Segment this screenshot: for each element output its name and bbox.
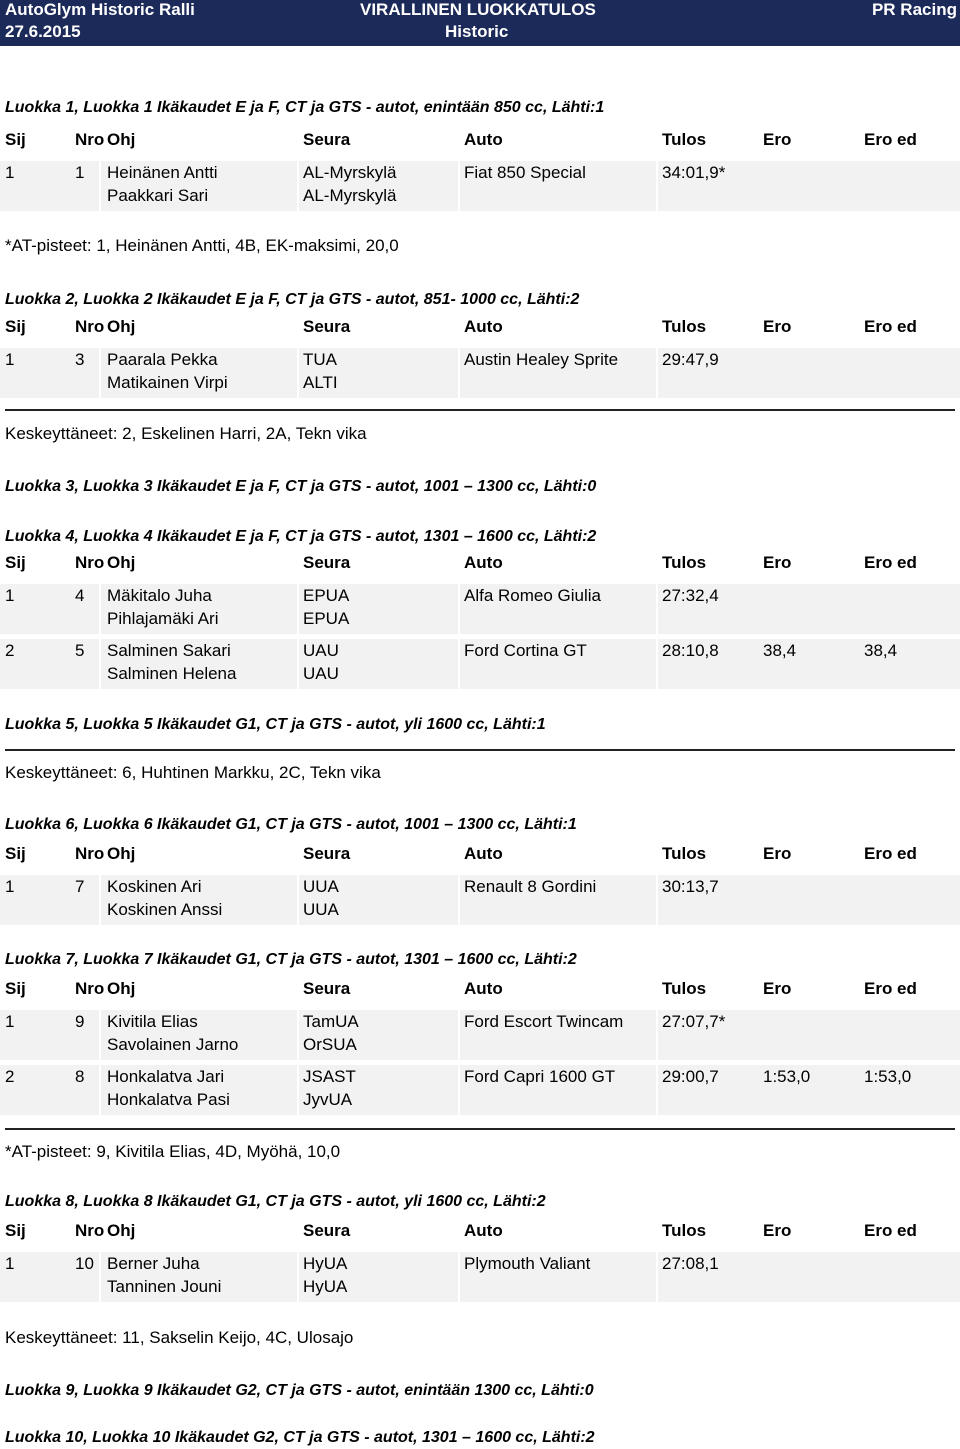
class-title: Luokka 3, Luokka 3 Ikäkaudet E ja F, CT ja GTS - autot, 1001 – 1300 cc, Lähti:0 <box>5 478 597 495</box>
cell-position: 2 <box>5 1067 15 1086</box>
class-note: Keskeyttäneet: 11, Sakselin Keijo, 4C, Ulosajo <box>5 1328 354 1347</box>
cell-car: Renault 8 Gordini <box>464 877 597 896</box>
cell-position: 1 <box>5 163 15 182</box>
category-label: Historic <box>445 22 509 41</box>
cell-codriver: Salminen Helena <box>107 664 237 683</box>
column-separator <box>99 639 101 689</box>
cell-codriver-club: HyUA <box>303 1277 348 1296</box>
class-note: *AT-pisteet: 1, Heinänen Antti, 4B, EK-maksimi, 20,0 <box>5 236 399 255</box>
cell-club: JSAST <box>303 1067 356 1086</box>
cell-result: 29:00,7 <box>662 1067 719 1086</box>
column-separator <box>458 348 460 398</box>
column-header: Sij <box>5 553 26 572</box>
column-separator <box>297 1010 299 1060</box>
column-header: Ohj <box>107 317 136 336</box>
column-header: Auto <box>464 1221 503 1240</box>
cell-codriver-club: ALTI <box>303 373 338 392</box>
cell-driver: Kivitila Elias <box>107 1012 198 1031</box>
column-separator <box>656 1252 658 1302</box>
class-title: Luokka 8, Luokka 8 Ikäkaudet G1, CT ja GTS - autot, yli 1600 cc, Lähti:2 <box>5 1193 546 1210</box>
document-title: VIRALLINEN LUOKKATULOS <box>360 0 596 19</box>
cell-driver: Salminen Sakari <box>107 641 231 660</box>
class-note: Keskeyttäneet: 2, Eskelinen Harri, 2A, Tekn vika <box>5 424 367 443</box>
column-header: Ero ed <box>864 553 917 572</box>
page-header <box>0 0 960 46</box>
cell-result: 28:10,8 <box>662 641 719 660</box>
column-header: Seura <box>303 844 351 863</box>
column-separator <box>99 1010 101 1060</box>
cell-gap: 38,4 <box>763 641 797 660</box>
column-header: Ero ed <box>864 1221 917 1240</box>
column-header: Tulos <box>662 130 707 149</box>
column-header: Ero <box>763 979 792 998</box>
column-header: Ohj <box>107 130 136 149</box>
cell-position: 1 <box>5 877 15 896</box>
cell-position: 2 <box>5 641 15 660</box>
column-header: Ohj <box>107 979 136 998</box>
event-name: AutoGlym Historic Ralli <box>5 0 195 19</box>
cell-position: 1 <box>5 1012 15 1031</box>
column-header: Nro <box>75 979 105 998</box>
column-separator <box>458 639 460 689</box>
cell-club: TamUA <box>303 1012 359 1031</box>
column-separator <box>656 1010 658 1060</box>
column-separator <box>99 875 101 925</box>
column-header: Nro <box>75 130 105 149</box>
cell-driver: Koskinen Ari <box>107 877 202 896</box>
column-separator <box>656 584 658 634</box>
column-header: Ero ed <box>864 979 917 998</box>
column-separator <box>656 639 658 689</box>
cell-club: UUA <box>303 877 339 896</box>
cell-number: 4 <box>75 586 85 605</box>
cell-car: Ford Escort Twincam <box>464 1012 624 1031</box>
class-title: Luokka 5, Luokka 5 Ikäkaudet G1, CT ja GTS - autot, yli 1600 cc, Lähti:1 <box>5 716 546 733</box>
column-separator <box>297 1065 299 1115</box>
column-header: Nro <box>75 553 105 572</box>
column-header: Ohj <box>107 553 136 572</box>
cell-driver: Honkalatva Jari <box>107 1067 225 1086</box>
column-header: Tulos <box>662 1221 707 1240</box>
cell-codriver: Paakkari Sari <box>107 186 209 205</box>
column-separator <box>656 875 658 925</box>
column-separator <box>458 1010 460 1060</box>
cell-position: 1 <box>5 350 15 369</box>
cell-result: 27:08,1 <box>662 1254 719 1273</box>
cell-club: AL-Myrskylä <box>303 163 397 182</box>
cell-codriver: Honkalatva Pasi <box>107 1090 230 1109</box>
column-header: Seura <box>303 979 351 998</box>
class-title: Luokka 9, Luokka 9 Ikäkaudet G2, CT ja GTS - autot, enintään 1300 cc, Lähti:0 <box>5 1382 594 1399</box>
column-header: Sij <box>5 979 26 998</box>
column-separator <box>458 161 460 211</box>
class-title: Luokka 4, Luokka 4 Ikäkaudet E ja F, CT ja GTS - autot, 1301 – 1600 cc, Lähti:2 <box>5 528 597 545</box>
cell-result: 30:13,7 <box>662 877 719 896</box>
cell-result: 27:07,7* <box>662 1012 726 1031</box>
column-separator <box>458 584 460 634</box>
cell-number: 7 <box>75 877 85 896</box>
column-separator <box>656 161 658 211</box>
column-header: Ohj <box>107 844 136 863</box>
event-date: 27.6.2015 <box>5 22 81 41</box>
column-separator <box>297 1252 299 1302</box>
column-header: Ero <box>763 553 792 572</box>
class-title: Luokka 7, Luokka 7 Ikäkaudet G1, CT ja GTS - autot, 1301 – 1600 cc, Lähti:2 <box>5 951 577 968</box>
cell-club: TUA <box>303 350 337 369</box>
cell-driver: Paarala Pekka <box>107 350 218 369</box>
cell-codriver: Savolainen Jarno <box>107 1035 239 1054</box>
column-header: Ohj <box>107 1221 136 1240</box>
cell-car: Plymouth Valiant <box>464 1254 591 1273</box>
cell-club: HyUA <box>303 1254 348 1273</box>
column-separator <box>297 875 299 925</box>
column-header: Tulos <box>662 844 707 863</box>
column-header: Auto <box>464 844 503 863</box>
class-title: Luokka 1, Luokka 1 Ikäkaudet E ja F, CT ja GTS - autot, enintään 850 cc, Lähti:1 <box>5 99 605 116</box>
cell-codriver: Tanninen Jouni <box>107 1277 222 1296</box>
column-separator <box>656 1065 658 1115</box>
cell-codriver-club: UUA <box>303 900 339 919</box>
column-header: Nro <box>75 1221 105 1240</box>
column-header: Seura <box>303 130 351 149</box>
cell-number: 5 <box>75 641 85 660</box>
column-header: Ero <box>763 317 792 336</box>
column-header: Nro <box>75 317 105 336</box>
column-separator <box>99 348 101 398</box>
cell-number: 9 <box>75 1012 85 1031</box>
class-title: Luokka 6, Luokka 6 Ikäkaudet G1, CT ja GTS - autot, 1001 – 1300 cc, Lähti:1 <box>5 816 577 833</box>
column-separator <box>656 348 658 398</box>
cell-codriver: Koskinen Anssi <box>107 900 223 919</box>
column-separator <box>297 584 299 634</box>
column-header: Auto <box>464 317 503 336</box>
column-header: Ero <box>763 844 792 863</box>
column-header: Ero <box>763 1221 792 1240</box>
cell-car: Ford Cortina GT <box>464 641 587 660</box>
section-divider <box>5 409 955 411</box>
column-header: Tulos <box>662 317 707 336</box>
column-header: Auto <box>464 130 503 149</box>
column-separator <box>297 161 299 211</box>
cell-codriver-club: EPUA <box>303 609 350 628</box>
column-header: Seura <box>303 1221 351 1240</box>
column-header: Tulos <box>662 553 707 572</box>
cell-codriver-club: AL-Myrskylä <box>303 186 397 205</box>
column-header: Ero ed <box>864 130 917 149</box>
column-header: Auto <box>464 979 503 998</box>
cell-gap-prev: 38,4 <box>864 641 898 660</box>
cell-number: 10 <box>75 1254 94 1273</box>
class-title: Luokka 10, Luokka 10 Ikäkaudet G2, CT ja GTS - autot, 1301 – 1600 cc, Lähti:2 <box>5 1429 595 1446</box>
class-note: *AT-pisteet: 9, Kivitila Elias, 4D, Myöhä, 10,0 <box>5 1142 341 1161</box>
column-header: Sij <box>5 844 26 863</box>
cell-codriver: Pihlajamäki Ari <box>107 609 219 628</box>
column-separator <box>99 1252 101 1302</box>
cell-number: 1 <box>75 163 85 182</box>
column-separator <box>458 875 460 925</box>
column-header: Ero <box>763 130 792 149</box>
column-header: Ero ed <box>864 317 917 336</box>
column-separator <box>458 1252 460 1302</box>
cell-position: 1 <box>5 1254 15 1273</box>
class-title: Luokka 2, Luokka 2 Ikäkaudet E ja F, CT ja GTS - autot, 851- 1000 cc, Lähti:2 <box>5 291 580 308</box>
column-header: Sij <box>5 130 26 149</box>
column-header: Auto <box>464 553 503 572</box>
section-divider <box>5 1128 955 1130</box>
column-header: Tulos <box>662 979 707 998</box>
cell-result: 34:01,9* <box>662 163 726 182</box>
cell-driver: Mäkitalo Juha <box>107 586 212 605</box>
cell-club: EPUA <box>303 586 350 605</box>
class-note: Keskeyttäneet: 6, Huhtinen Markku, 2C, Tekn vika <box>5 763 381 782</box>
cell-driver: Heinänen Antti <box>107 163 218 182</box>
cell-car: Alfa Romeo Giulia <box>464 586 602 605</box>
organizer-name: PR Racing <box>871 0 957 19</box>
cell-codriver-club: JyvUA <box>303 1090 353 1109</box>
cell-club: UAU <box>303 641 339 660</box>
column-header: Seura <box>303 317 351 336</box>
column-separator <box>99 584 101 634</box>
column-separator <box>458 1065 460 1115</box>
column-separator <box>99 1065 101 1115</box>
cell-result: 27:32,4 <box>662 586 719 605</box>
cell-car: Ford Capri 1600 GT <box>464 1067 616 1086</box>
cell-position: 1 <box>5 586 15 605</box>
column-header: Seura <box>303 553 351 572</box>
cell-codriver: Matikainen Virpi <box>107 373 228 392</box>
cell-car: Fiat 850 Special <box>464 163 586 182</box>
cell-number: 8 <box>75 1067 85 1086</box>
column-separator <box>99 161 101 211</box>
cell-codriver-club: OrSUA <box>303 1035 357 1054</box>
column-separator <box>297 639 299 689</box>
column-header: Ero ed <box>864 844 917 863</box>
cell-gap: 1:53,0 <box>763 1067 811 1086</box>
cell-car: Austin Healey Sprite <box>464 350 619 369</box>
column-separator <box>297 348 299 398</box>
cell-gap-prev: 1:53,0 <box>864 1067 912 1086</box>
column-header: Sij <box>5 317 26 336</box>
cell-codriver-club: UAU <box>303 664 339 683</box>
column-header: Sij <box>5 1221 26 1240</box>
column-header: Nro <box>75 844 105 863</box>
section-divider <box>5 749 955 751</box>
cell-result: 29:47,9 <box>662 350 719 369</box>
cell-driver: Berner Juha <box>107 1254 200 1273</box>
cell-number: 3 <box>75 350 85 369</box>
